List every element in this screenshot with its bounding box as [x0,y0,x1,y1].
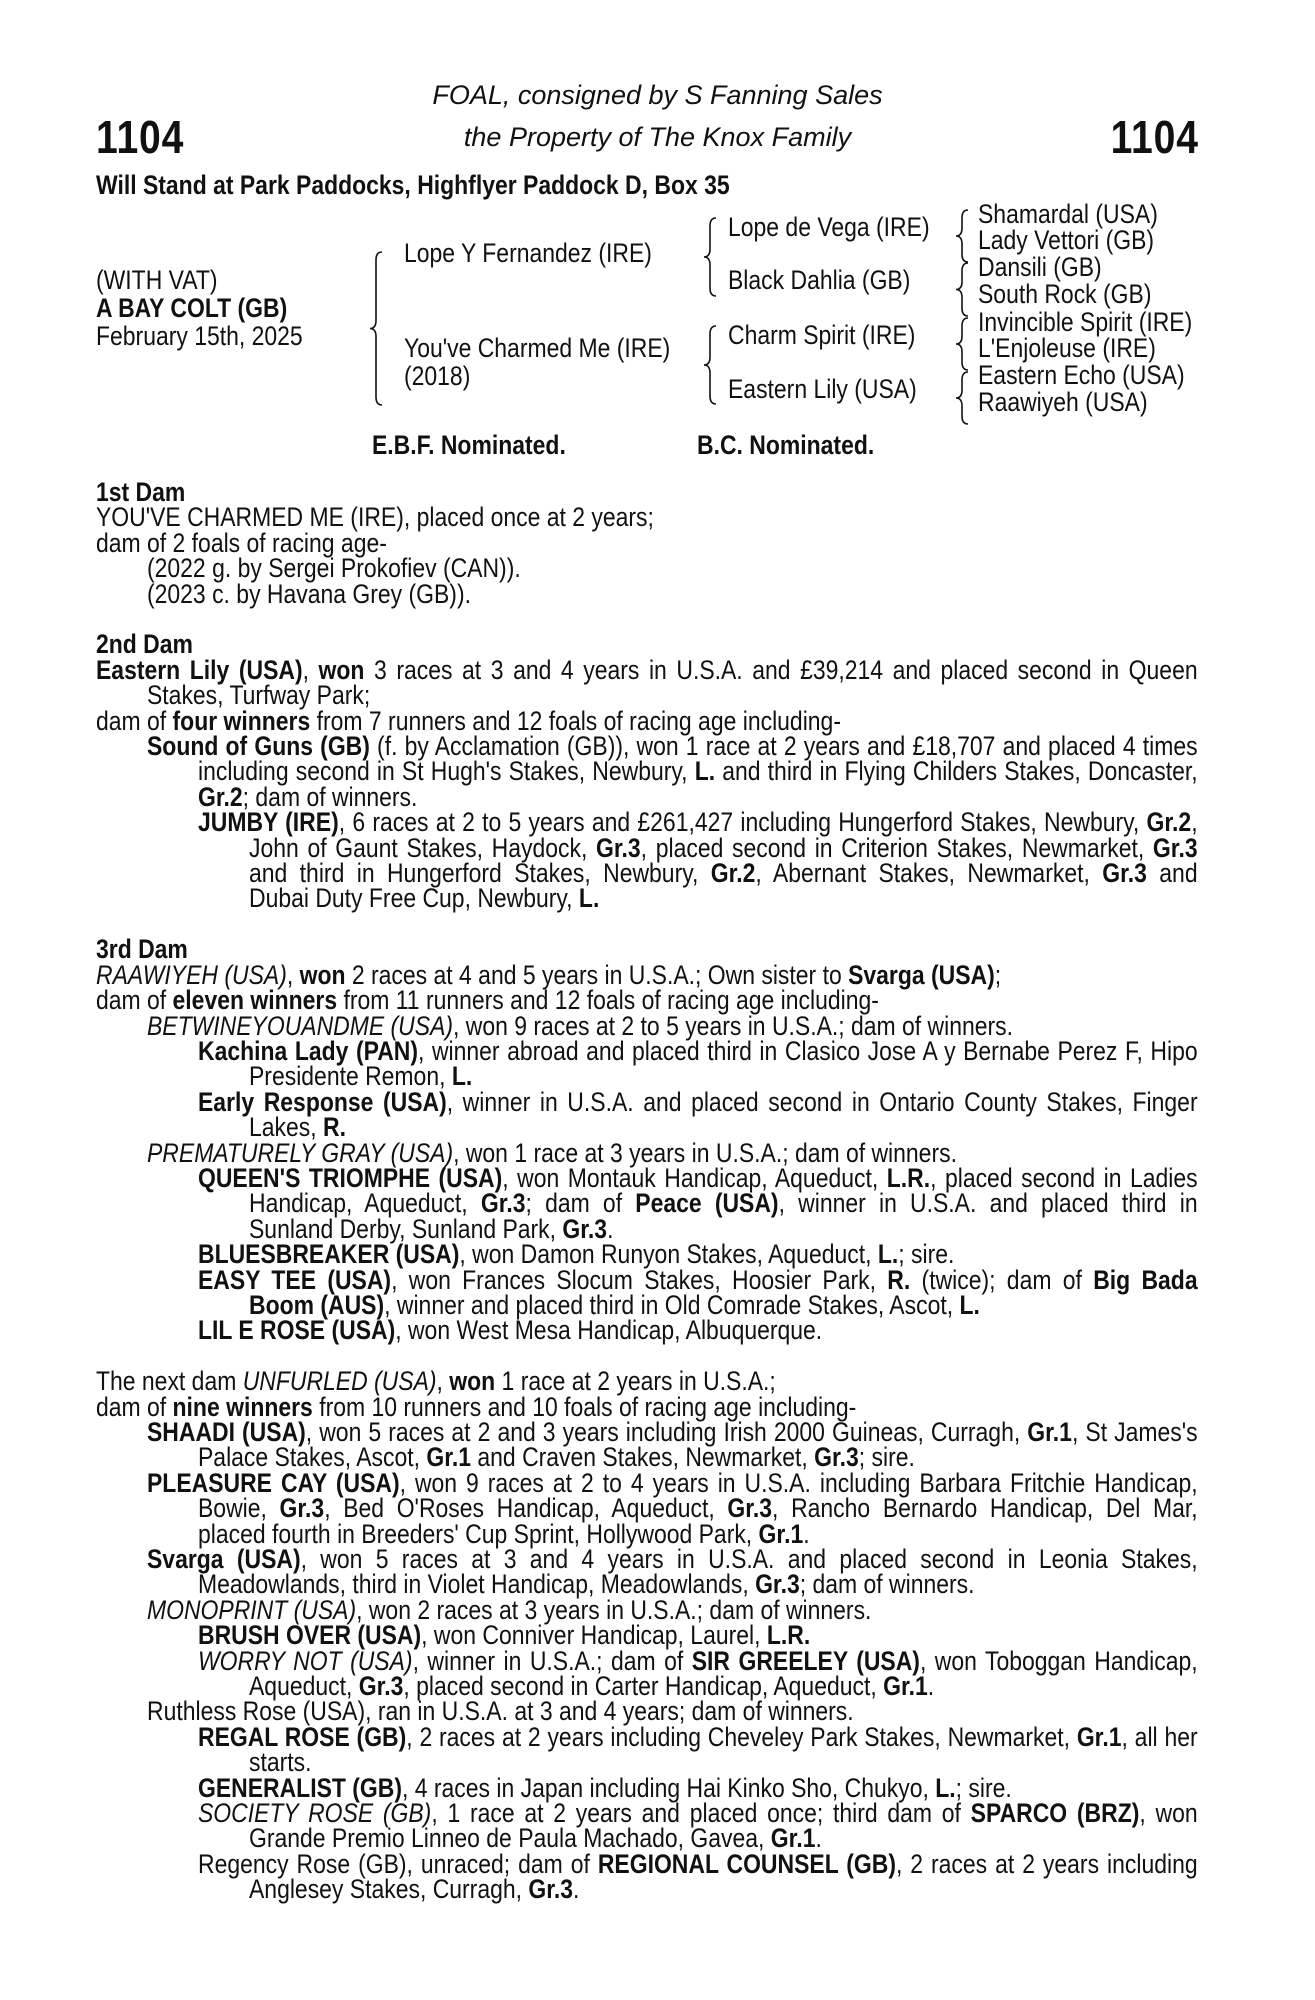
dam-year: (2018) [404,361,471,391]
text-run: , 4 races in Japan including Hai Kinko Sho, Chukyo, [402,1772,936,1803]
bold-text: L.R. [886,1162,931,1193]
bold-text: REGIONAL COUNSEL (GB) [597,1848,896,1879]
gen3-ancestor: Shamardal (USA) [978,199,1158,229]
produce-entry [96,1162,1198,1244]
produce-entry [96,1721,1198,1778]
bold-text: PLEASURE CAY (USA) [147,1467,400,1498]
stand-location: Will Stand at Park Paddocks, Highflyer Paddock D, Box 35 [96,170,730,200]
text-run: ; sire. [955,1772,1012,1803]
text-run: 2 races at 4 and 5 years in U.S.A.; Own sister to [345,959,849,990]
italic-text: BETWINEYOUANDME (USA) [147,1010,454,1041]
bold-text: L. [877,1239,899,1270]
lot-number-right: 1104 [1110,111,1199,163]
text-run: , Rancho Bernardo Handicap, Del Mar, placed fourth in Breeders' Cup Sprint, Hollywood Park, [198,1493,1198,1549]
bold-text: Peace (USA) [635,1188,779,1219]
dam-section [96,1366,1198,1905]
foaling-date: February 15th, 2025 [96,321,303,351]
bold-text: Svarga (USA) [848,959,995,990]
text-run: , won 5 races at 3 and 4 years in U.S.A. and placed second in Leonia Stakes, Meadowlands, third in Violet Handicap, Meadowlands, [198,1544,1198,1600]
bold-text: Sound of Guns (GB) [147,731,370,762]
produce-entry [96,1315,1198,1346]
bold-text: EASY TEE (USA) [198,1264,392,1295]
text-run: . [573,1874,580,1905]
bold-text: four winners [172,705,311,736]
text-run: , winner in U.S.A. and placed third in Sunland Derby, Sunland Park, [249,1188,1198,1244]
italic-text: RAAWIYEH (USA) [96,959,287,990]
bold-text: Gr.3 [358,1671,404,1702]
dam-section [96,934,1198,1346]
text-run: , winner and placed third in Old Comrade Stakes, Ascot, [384,1289,960,1320]
bold-text: REGAL ROSE (GB) [198,1721,407,1752]
bold-text: Gr.2 [710,858,756,889]
text-run: ; dam of [525,1188,636,1219]
bold-text: Gr.3 [1102,858,1147,889]
pedigree-brace [956,210,968,262]
gen3-ancestor: L'Enjoleuse (IRE) [978,333,1156,363]
text-run: dam of [96,985,173,1016]
bold-text: SHAADI (USA) [147,1416,306,1447]
lot-name: A BAY COLT (GB) [96,293,288,323]
text-run: , winner in U.S.A. and placed second in Ontario County Stakes, Finger Lakes, [249,1086,1198,1143]
bold-text: Big Bada Boom (AUS) [249,1264,1198,1320]
text-run: 3 races at 3 and 4 years in U.S.A. and £39,214 and placed second in Queen Stakes, Turfway Park; [147,654,1198,711]
vat-note: (WITH VAT) [96,265,218,295]
text-run: ; [994,959,1002,990]
text-run: ; dam of winners. [242,781,418,812]
text-run: and third in Flying Childers Stakes, Doncaster, [715,756,1198,787]
text-run: The next dam [96,1366,243,1397]
text-run: , 2 races at 2 years including Cheveley Park Stakes, Newmarket, [406,1721,1077,1752]
bold-text: BRUSH OVER (USA) [198,1620,422,1651]
text-run: , won Montauk Handicap, Aqueduct, [502,1162,887,1193]
bold-text: Gr.3 [814,1442,859,1473]
bold-text: won [449,1366,496,1397]
italic-text: SOCIETY ROSE (GB) [198,1798,432,1829]
produce-entry [96,1798,1198,1854]
text-run: , [436,1366,450,1397]
text-run: from 10 runners and 10 foals of racing age including- [312,1391,857,1422]
pedigree-brace [956,372,968,424]
text-run: dam of 2 foals of racing age- [96,527,387,558]
text-run: , won 9 races at 2 to 5 years in U.S.A.; dam of winners. [453,1010,1014,1041]
bold-text: Gr.2 [198,781,243,812]
gen3-ancestor: Dansili (GB) [978,252,1102,282]
bold-text: Gr.3 [480,1188,526,1219]
bold-text: BLUESBREAKER (USA) [198,1239,460,1270]
produce-entry [96,578,1198,609]
text-run: , Bed O'Roses Handicap, Aqueduct, [324,1493,728,1524]
bold-text: Gr.1 [770,1823,816,1854]
text-run: , won 9 races at 2 to 4 years in U.S.A. including Barbara Fritchie Handicap, Bowie, [198,1467,1198,1524]
text-run: , 2 races at 2 years including Anglesey Stakes, Curragh, [249,1848,1198,1905]
text-run: , John of Gaunt Stakes, Haydock, [249,807,1198,863]
text-run: ; dam of winners. [799,1569,975,1600]
text-run: from 11 runners and 12 foals of racing age including- [337,985,879,1016]
bold-text: L. [694,756,716,787]
text-run: , St James's Palace Stakes, Ascot, [198,1416,1198,1473]
bold-text: Gr.3 [727,1493,773,1524]
property-line: the Property of The Knox Family [463,122,852,152]
bold-text: GENERALIST (GB) [198,1772,402,1803]
text-run: YOU'VE CHARMED ME (IRE), placed once at 2 years; [96,502,654,533]
bold-text: Svarga (USA) [147,1544,301,1575]
bold-text: Gr.1 [758,1518,804,1549]
text-run: , Abernant Stakes, Newmarket, [755,858,1103,889]
text-run: and Craven Stakes, Newmarket, [471,1442,815,1473]
text-run: Ruthless Rose (USA), ran in U.S.A. at 3 and 4 years; dam of winners. [147,1696,854,1727]
bold-text: QUEEN'S TRIOMPHE (USA) [198,1162,503,1193]
pedigree-brace [956,318,968,370]
bold-text: Gr.1 [1027,1416,1072,1447]
gen3-ancestor: South Rock (GB) [978,279,1152,309]
text-run: ; sire. [858,1442,915,1473]
produce-entry [96,1086,1198,1143]
bold-text: nine winners [172,1391,313,1422]
text-run: . [607,1213,614,1244]
bold-text: won [318,654,365,685]
bold-text: Gr.1 [1076,1721,1122,1752]
text-run: , won 2 races at 3 years in U.S.A.; dam of winners. [356,1594,872,1625]
bold-text: L.R. [766,1620,811,1651]
text-run: , [302,654,319,685]
text-run: . [803,1518,810,1549]
bold-text: Gr.3 [1152,832,1198,863]
text-run: and Dubai Duty Free Cup, Newbury, [249,858,1198,914]
produce-entry [96,1264,1198,1320]
bold-text: Eastern Lily (USA) [96,654,303,685]
produce-entry [96,1645,1198,1702]
section-heading: 2nd Dam [96,629,193,660]
consignor-line: FOAL, consigned by S Fanning Sales [432,80,883,110]
text-run: , all her starts. [249,1721,1198,1778]
bold-text: L. [578,883,600,914]
pedigree-brace [704,326,716,404]
text-run: dam of [96,705,173,736]
bold-text: Gr.3 [562,1213,608,1244]
text-run: dam of [96,1391,173,1422]
text-run: , placed second in Ladies Handicap, Aqueduct, [249,1162,1198,1219]
text-run: (twice); dam of [910,1264,1094,1295]
produce-entry [96,1544,1198,1600]
gen3-ancestor: Eastern Echo (USA) [978,360,1185,390]
dam-section [96,477,1198,609]
sire-sire: Lope de Vega (IRE) [728,212,930,242]
text-run: (f. by Acclamation (GB)), won 1 race at 2 years and £18,707 and placed 4 times including second in St Hugh's Stakes, Newbury, [198,731,1198,787]
bold-text: SIR GREELEY (USA) [691,1645,920,1676]
italic-text: UNFURLED (USA) [242,1366,437,1397]
dam-section [96,629,1198,914]
bold-text: Gr.1 [426,1442,472,1473]
bold-text: R. [323,1112,346,1143]
text-run: (2023 c. by Havana Grey (GB)). [147,578,471,609]
bc-nomination: B.C. Nominated. [697,430,875,460]
bold-text: Gr.3 [279,1493,325,1524]
pedigree-brace [704,218,716,296]
italic-text: PREMATURELY GRAY (USA) [147,1137,454,1168]
bold-text: LIL E ROSE (USA) [198,1315,396,1346]
dam-dam: Eastern Lily (USA) [728,374,917,404]
text-run: , won 1 race at 3 years in U.S.A.; dam of winners. [453,1137,957,1168]
gen3-ancestor: Invincible Spirit (IRE) [978,307,1193,337]
text-run: , [286,959,300,990]
bold-text: R. [887,1264,911,1295]
bold-text: Gr.3 [755,1569,800,1600]
text-run: ; sire. [898,1239,955,1270]
bold-text: Gr.1 [883,1671,928,1702]
text-run: . [927,1671,935,1702]
text-run: 1 race at 2 years in U.S.A.; [495,1366,776,1397]
text-run: , won West Mesa Handicap, Albuquerque. [395,1315,823,1346]
text-run: , placed second in Criterion Stakes, Newmarket, [640,832,1153,863]
text-run: from 7 runners and 12 foals of racing age including- [310,705,841,736]
produce-record [96,477,1198,1928]
bold-text: L. [451,1061,473,1092]
text-run: Regency Rose (GB), unraced; dam of [198,1848,598,1879]
text-run: , won Damon Runyon Stakes, Aqueduct, [459,1239,878,1270]
pedigree-brace [370,252,382,405]
text-run: . [815,1823,822,1854]
section-heading: 1st Dam [96,477,186,507]
text-run: , won Frances Slocum Stakes, Hoosier Park, [391,1264,888,1295]
gen3-ancestor: Lady Vettori (GB) [978,225,1155,255]
text-run: , placed second in Carter Handicap, Aqueduct, [403,1671,884,1702]
dam-sire: Charm Spirit (IRE) [728,320,916,350]
bold-text: Gr.3 [528,1874,574,1905]
text-run: , 1 race at 2 years and placed once; third dam of [431,1798,971,1829]
produce-entry [96,1416,1198,1473]
bold-text: L. [959,1289,980,1320]
produce-entry [96,654,1198,711]
gen3-ancestor: Raawiyeh (USA) [978,387,1148,417]
produce-entry [96,1848,1198,1905]
text-run: , winner in U.S.A.; dam of [412,1645,692,1676]
section-heading: 3rd Dam [96,934,188,965]
text-run: , won Conniver Handicap, Laurel, [421,1620,767,1651]
bold-text: Gr.2 [1146,807,1192,838]
text-run: , won 5 races at 2 and 3 years including Irish 2000 Guineas, Curragh, [305,1416,1028,1447]
produce-entry [96,1467,1198,1549]
text-run: , 6 races at 2 to 5 years and £261,427 including Hungerford Stakes, Newbury, [338,807,1147,838]
italic-text: MONOPRINT (USA) [147,1594,357,1625]
text-run: and third in Hungerford Stakes, Newbury, [249,858,711,889]
dam: You've Charmed Me (IRE) [404,333,671,363]
bold-text: JUMBY (IRE) [198,807,339,838]
produce-entry [96,807,1198,914]
bold-text: Kachina Lady (PAN) [198,1035,419,1066]
bold-text: Early Response (USA) [198,1086,447,1117]
text-run: , won Toboggan Handicap, Aqueduct, [249,1645,1198,1702]
bold-text: L. [935,1772,956,1803]
ebf-nomination: E.B.F. Nominated. [372,430,566,460]
text-run: , won Grande Premio Linneo de Paula Machado, Gavea, [249,1798,1198,1854]
italic-text: WORRY NOT (USA) [198,1645,413,1676]
pedigree-brace [956,263,968,316]
sire-dam: Black Dahlia (GB) [728,265,911,295]
bold-text: won [299,959,346,990]
text-run: , winner abroad and placed third in Clasico Jose A y Bernabe Perez F, Hipo Presidente Remon, [249,1035,1198,1092]
produce-entry [96,1035,1198,1092]
bold-text: SPARCO (BRZ) [970,1798,1140,1829]
bold-text: Gr.3 [595,832,641,863]
lot-number-left: 1104 [96,111,185,163]
text-run: (2022 g. by Sergei Prokofiev (CAN)). [147,553,521,584]
bold-text: eleven winners [172,985,338,1016]
sire: Lope Y Fernandez (IRE) [404,238,652,268]
produce-entry [96,731,1198,812]
